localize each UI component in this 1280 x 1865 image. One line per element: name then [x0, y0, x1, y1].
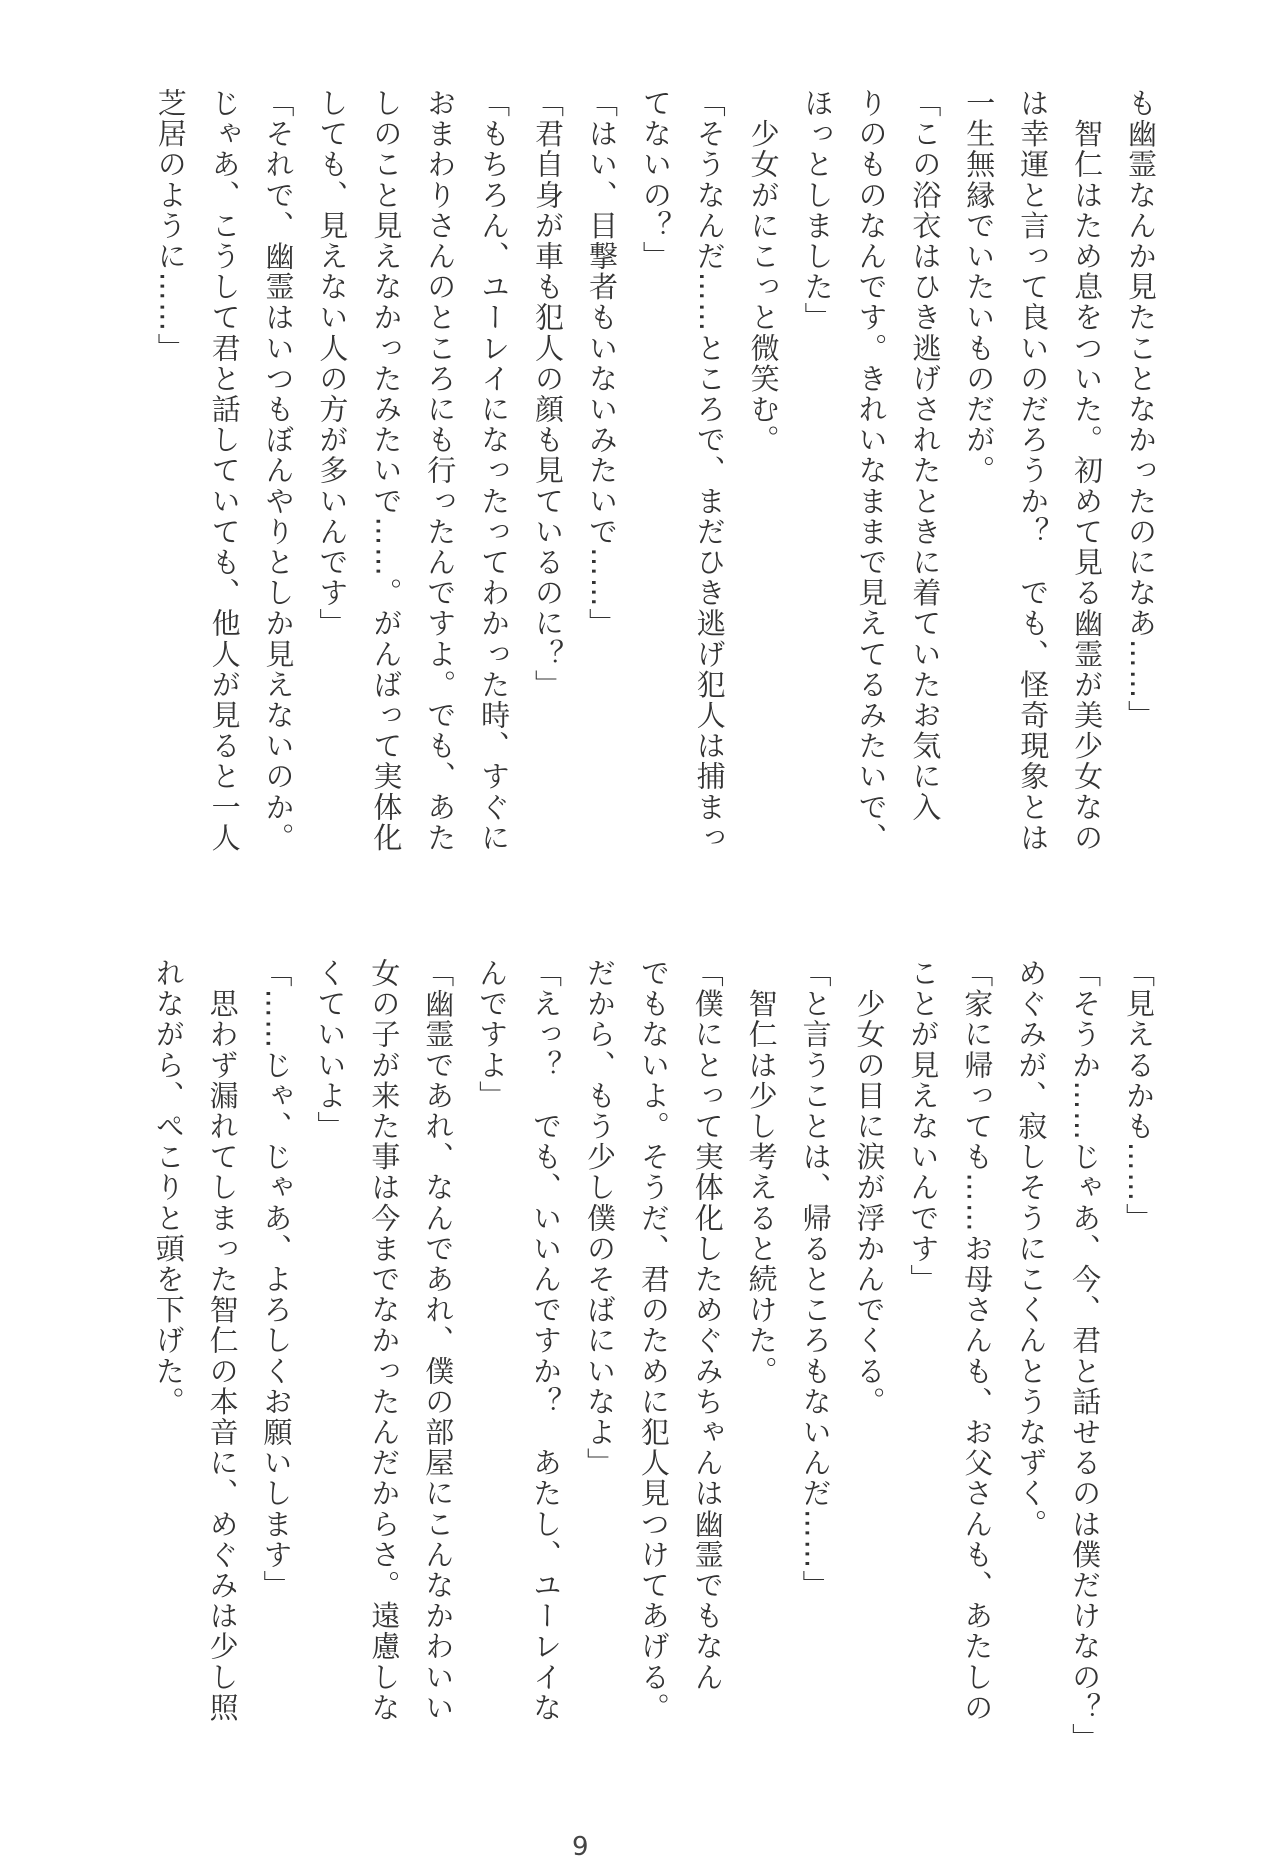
text-column: 「それで、幽霊はいつもぼんやりとしか見えないのか。 — [261, 88, 296, 853]
text-column: りのものなんです。きれいなままで見えてるみたいで、 — [854, 88, 889, 853]
text-column: は幸運と言って良いのだろうか？ でも、怪奇現象とは — [1016, 88, 1051, 853]
text-column: 「この浴衣はひき逃げされたときに着ていたお気に入 — [908, 88, 943, 823]
page-number: 9 — [572, 1832, 589, 1862]
text-column: 「そうか……じゃあ、今、君と話せるのは僕だけなの？」 — [1068, 958, 1103, 1754]
text-column: しても、見えない人の方が多いんです」 — [315, 88, 350, 639]
text-column: 智仁は少し考えると続けた。 — [744, 958, 779, 1387]
text-column: 一生無縁でいたいものだが。 — [962, 88, 997, 486]
text-column: だから、もう少し僕のそばにいなよ」 — [582, 958, 617, 1479]
text-column: ほっとしました」 — [800, 88, 835, 333]
text-column: 「と言うことは、帰るところもないんだ……」 — [798, 958, 833, 1601]
text-column: じゃあ、こうして君と話していても、他人が見ると一人 — [207, 88, 242, 853]
text-column: 少女がにこっと微笑む。 — [746, 88, 781, 456]
text-column: 「えっ？ でも、いいんですか？ あたし、ユーレイな — [529, 958, 564, 1723]
text-column: 少女の目に涙が浮かんでくる。 — [852, 958, 887, 1417]
text-column: 智仁はため息をついた。初めて見る幽霊が美少女なの — [1070, 88, 1105, 853]
text-column: 「もちろん、ユーレイになったってわかった時、すぐに — [477, 88, 512, 853]
text-column: 「見えるかも……」 — [1122, 958, 1156, 1234]
lower-text-block — [141, 958, 1165, 1754]
text-column: 「そうなんだ……ところで、まだひき逃げ犯人は捕まっ — [692, 88, 727, 853]
text-column: 「……じゃ、じゃあ、よろしくお願いします」 — [259, 958, 294, 1601]
upper-text-block — [143, 88, 1167, 878]
text-column: も幽霊なんか見たことなかったのになあ……」 — [1124, 88, 1158, 731]
text-column: んですよ」 — [475, 958, 510, 1111]
text-column: ことが見えないんです」 — [906, 958, 941, 1295]
text-column: 女の子が来た事は今までなかったんだからさ。遠慮しな — [367, 958, 402, 1723]
text-column: しのこと見えなかったみたいで……。がんばって実体化 — [369, 88, 404, 853]
text-column: めぐみが、寂しそうにこくんとうなずく。 — [1014, 958, 1049, 1540]
text-column: 思わず漏れてしまった智仁の本音に、めぐみは少し照 — [205, 958, 240, 1723]
text-column: 芝居のように……」 — [153, 88, 188, 364]
text-column: 「僕にとって実体化しためぐみちゃんは幽霊でもなん — [690, 958, 725, 1693]
text-column: れながら、ぺこりと頭を下げた。 — [151, 958, 186, 1417]
text-column: てないの？」 — [638, 88, 673, 272]
text-column: 「幽霊であれ、なんであれ、僕の部屋にこんなかわいい — [421, 958, 456, 1723]
text-column: でもないよ。そうだ、君のために犯人見つけてあげる。 — [636, 958, 671, 1723]
text-column: 「はい、目撃者もいないみたいで……」 — [584, 88, 619, 639]
text-column: おまわりさんのところにも行ったんですよ。でも、あた — [423, 88, 458, 853]
text-column: くていいよ」 — [313, 958, 348, 1142]
text-column: 「君自身が車も犯人の顔も見ているのに？」 — [531, 88, 566, 700]
text-column: 「家に帰っても……お母さんも、お父さんも、あたしの — [960, 958, 995, 1723]
